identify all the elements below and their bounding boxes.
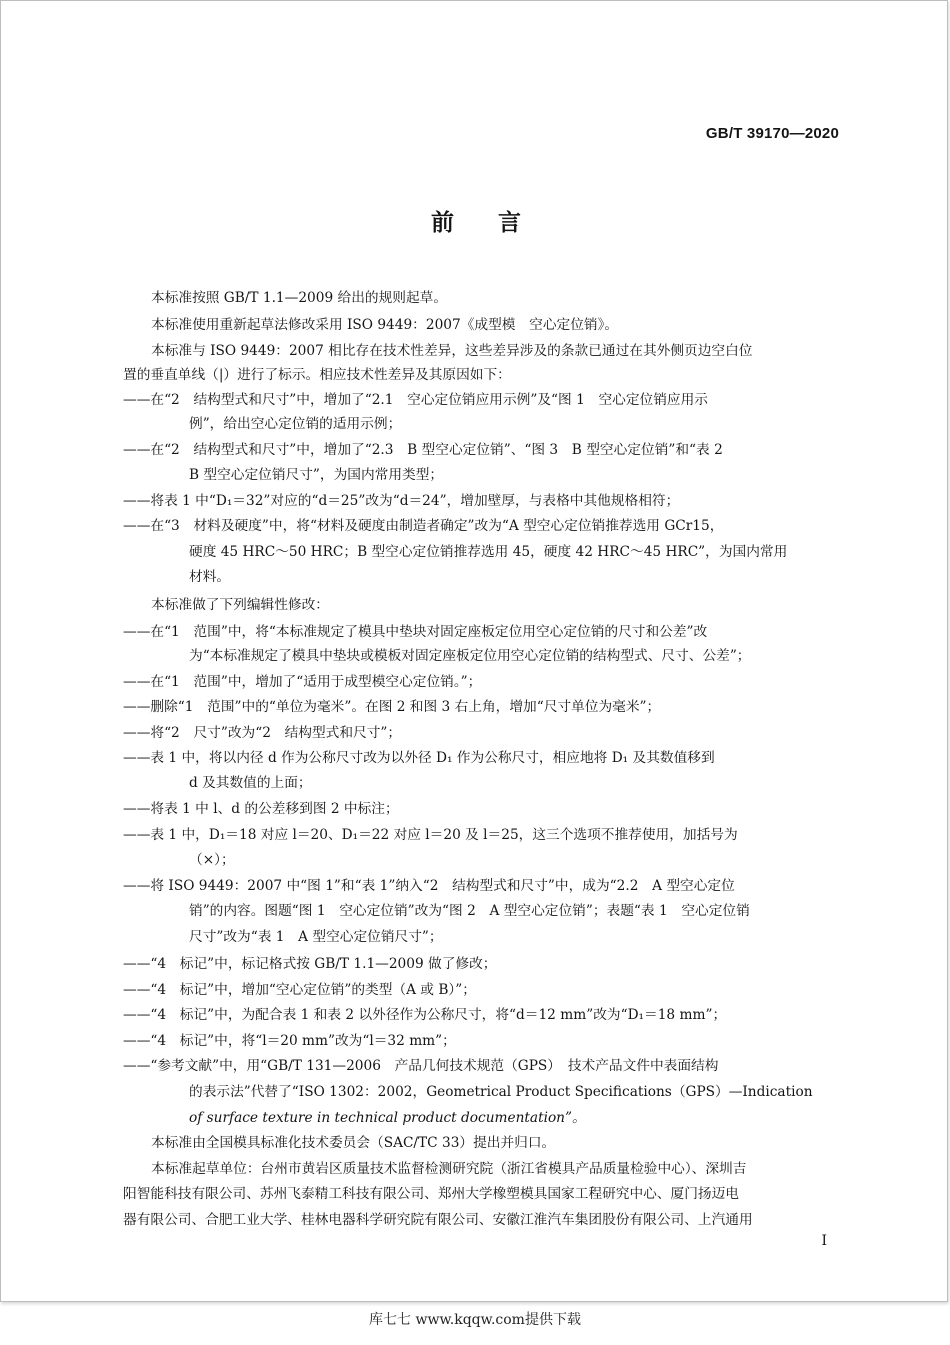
text-line: ——表 1 中，D₁＝18 对应 l＝20、D₁＝22 对应 l＝20 及 l＝25，这三个选项不推荐使用，加括号为 xyxy=(123,827,738,843)
text-line: ——“4 标记”中，标记格式按 GB/T 1.1—2009 做了修改； xyxy=(123,956,497,972)
text-line: ——在“1 范围”中，增加了“适用于成型模空心定位销。”； xyxy=(123,674,482,690)
text-line: 材料。 xyxy=(189,569,231,585)
text-line: 本标准起草单位：台州市黄岩区质量技术监督检测研究院（浙江省模具产品质量检验中心）、深圳吉 xyxy=(151,1161,747,1177)
text-line: 本标准做了下列编辑性修改： xyxy=(151,597,329,613)
text-line: ——将“2 尺寸”改为“2 结构型式和尺寸”； xyxy=(123,725,402,741)
page-title: 前言 xyxy=(431,209,565,236)
text-line: ——将 ISO 9449：2007 中“图 1”和“表 1”纳入“2 结构型式和尺寸”中，成为“2.2 A 型空心定位 xyxy=(123,878,735,894)
text-line: ——在“2 结构型式和尺寸”中，增加了“2.3 B 型空心定位销”、“图 3 B 型空心定位销”和“表 2 xyxy=(123,442,723,458)
text-line: 器有限公司、合肥工业大学、桂林电器科学研究院有限公司、安徽江淮汽车集团股份有限公司、上汽通用 xyxy=(123,1212,753,1228)
standard-code: GB/T 39170—2020 xyxy=(705,125,839,142)
page-number: I xyxy=(821,1233,827,1249)
text-line: 本标准使用重新起草法修改采用 ISO 9449：2007《成型模 空心定位销》。 xyxy=(151,317,619,333)
text-line: ——“4 标记”中，将“l＝20 mm”改为“l＝32 mm”； xyxy=(123,1033,456,1049)
text-line: ——将表 1 中“D₁＝32”对应的“d＝25”改为“d＝24”，增加壁厚，与表格中其他规格相符； xyxy=(123,493,680,509)
text-line: ——“4 标记”中，增加“空心定位销”的类型（A 或 B）”； xyxy=(123,982,476,998)
text-line: 例”，给出空心定位销的适用示例； xyxy=(189,416,402,432)
text-line: ——在“2 结构型式和尺寸”中，增加了“2.1 空心定位销应用示例”及“图 1 空心定位销应用示 xyxy=(123,392,708,408)
text-line: 尺寸”改为“表 1 A 型空心定位销尺寸”； xyxy=(189,929,443,945)
text-line: ——在“1 范围”中，将“本标准规定了模具中垫块对固定座板定位用空心定位销的尺寸和公差”改 xyxy=(123,624,708,640)
text-line: B 型空心定位销尺寸”，为国内常用类型； xyxy=(189,467,444,483)
text-line: ——表 1 中，将以内径 d 作为公称尺寸改为以外径 D₁ 作为公称尺寸，相应地将 D₁ 及其数值移到 xyxy=(123,750,715,766)
text-line: ——“参考文献”中，用“GB/T 131—2006 产品几何技术规范（GPS） 技术产品文件中表面结构 xyxy=(123,1058,719,1074)
text-line: d 及其数值的上面； xyxy=(189,775,312,791)
text-line: 本标准按照 GB/T 1.1—2009 给出的规则起草。 xyxy=(151,290,448,306)
text-line: 为“本标准规定了模具中垫块或模板对固定座板定位用空心定位销的结构型式、尺寸、公差”； xyxy=(189,648,751,664)
text-line: 的表示法”代替了“ISO 1302：2002，Geometrical Product Specifications（GPS）—Indication xyxy=(189,1084,813,1100)
text-line: ——“4 标记”中，为配合表 1 和表 2 以外径作为公称尺寸，将“d＝12 mm”改为“D₁＝18 mm”； xyxy=(123,1007,727,1023)
download-footer: 库七七 www.kqqw.com提供下载 xyxy=(369,1312,581,1328)
text-line: 置的垂直单线（|）进行了标示。相应技术性差异及其原因如下： xyxy=(123,367,511,383)
text-line: ——将表 1 中 l、d 的公差移到图 2 中标注； xyxy=(123,801,399,817)
text-line: 本标准由全国模具标准化技术委员会（SAC/TC 33）提出并归口。 xyxy=(151,1135,556,1151)
text-line: 硬度 45 HRC～50 HRC；B 型空心定位销推荐选用 45，硬度 42 HRC～45 HRC”，为国内常用 xyxy=(189,544,788,560)
text-line: of surface texture in technical product documentation”。 xyxy=(189,1110,586,1126)
text-line: ——在“3 材料及硬度”中，将“材料及硬度由制造者确定”改为“A 型空心定位销推荐选用 GCr15， xyxy=(123,518,724,534)
text-line: 阳智能科技有限公司、苏州飞泰精工科技有限公司、郑州大学橡塑模具国家工程研究中心、厦门扬迈电 xyxy=(123,1186,739,1202)
text-line: 销”的内容。图题“图 1 空心定位销”改为“图 2 A 型空心定位销”；表题“表 1 空心定位销 xyxy=(189,903,750,919)
text-line: 本标准与 ISO 9449：2007 相比存在技术性差异，这些差异涉及的条款已通过在其外侧页边空白位 xyxy=(151,343,753,359)
text-line: （×）； xyxy=(189,852,235,868)
text-line: ——删除“1 范围”中的“单位为毫米”。在图 2 和图 3 右上角，增加“尺寸单位为毫米”； xyxy=(123,699,661,715)
